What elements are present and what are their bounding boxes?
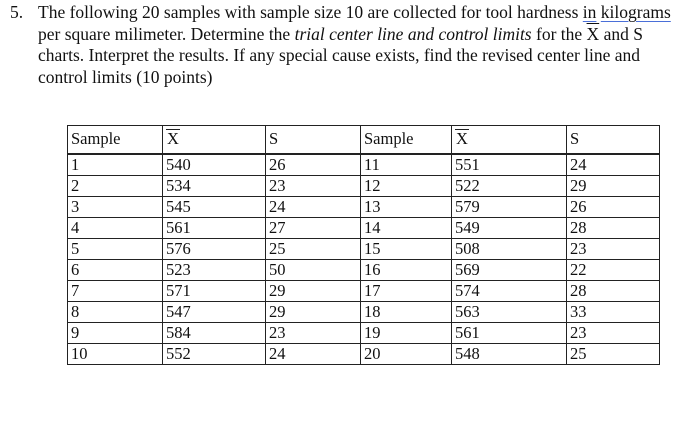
- question-xbar-symbol: $\overline{X}$: [586, 23, 600, 44]
- cell-xbar-right: 579: [452, 197, 567, 218]
- cell-xbar-right: 561: [452, 323, 567, 344]
- header-xbar-right: [452, 126, 567, 155]
- cell-xbar-right: 548: [452, 344, 567, 365]
- cell-sample-left: 5: [68, 239, 163, 260]
- cell-xbar-right: 551: [452, 154, 567, 176]
- question-text-part5: and S charts. Interpret the results. If any special cause exists, find the revised center line and control limits (10 points): [38, 23, 643, 87]
- question-text: [38, 2, 690, 88]
- cell-sample-right: 13: [361, 197, 452, 218]
- cell-sample-left: 8: [68, 302, 163, 323]
- cell-s-right: 28: [567, 218, 660, 239]
- table-row: [68, 218, 660, 239]
- table-row: [68, 154, 660, 176]
- cell-xbar-left: 523: [163, 260, 266, 281]
- cell-xbar-right: 563: [452, 302, 567, 323]
- cell-s-left: 26: [266, 154, 361, 176]
- cell-sample-right: 18: [361, 302, 452, 323]
- cell-s-right: 29: [567, 176, 660, 197]
- cell-xbar-left: 561: [163, 218, 266, 239]
- cell-xbar-right: 549: [452, 218, 567, 239]
- cell-xbar-right: 574: [452, 281, 567, 302]
- cell-xbar-left: 552: [163, 344, 266, 365]
- table-body: [68, 154, 660, 365]
- cell-sample-left: 3: [68, 197, 163, 218]
- question-text-part3: per square milimeter. Determine the: [38, 23, 295, 44]
- cell-xbar-right: 508: [452, 239, 567, 260]
- cell-s-left: 23: [266, 176, 361, 197]
- cell-sample-left: 1: [68, 154, 163, 176]
- cell-xbar-left: 576: [163, 239, 266, 260]
- cell-sample-right: 20: [361, 344, 452, 365]
- cell-sample-right: 11: [361, 154, 452, 176]
- cell-xbar-left: 545: [163, 197, 266, 218]
- header-s-left: S: [266, 126, 361, 155]
- table-row: [68, 239, 660, 260]
- cell-s-right: 23: [567, 323, 660, 344]
- cell-sample-right: 17: [361, 281, 452, 302]
- cell-s-right: 28: [567, 281, 660, 302]
- xbar-symbol: X: [456, 129, 468, 148]
- cell-s-left: 29: [266, 281, 361, 302]
- samples-table: [67, 125, 660, 365]
- cell-xbar-right: 522: [452, 176, 567, 197]
- cell-xbar-left: 540: [163, 154, 266, 176]
- cell-s-left: 27: [266, 218, 361, 239]
- table-row: [68, 197, 660, 218]
- cell-sample-right: 12: [361, 176, 452, 197]
- cell-xbar-left: 534: [163, 176, 266, 197]
- question-number: 5.: [10, 2, 24, 22]
- cell-sample-right: 14: [361, 218, 452, 239]
- question-word-in: in: [582, 2, 597, 22]
- cell-sample-right: 15: [361, 239, 452, 260]
- xbar-symbol: X: [167, 129, 179, 148]
- table-row: [68, 302, 660, 323]
- header-s-right: S: [567, 126, 660, 155]
- cell-sample-right: 19: [361, 323, 452, 344]
- question-block: [10, 2, 690, 88]
- header-sample-right: Sample: [361, 126, 452, 155]
- cell-s-right: 26: [567, 197, 660, 218]
- cell-xbar-left: 571: [163, 281, 266, 302]
- question-text-part1: The following 20 samples with sample size 10 are collected for tool hardness: [38, 2, 583, 22]
- cell-xbar-left: 584: [163, 323, 266, 344]
- cell-sample-left: 4: [68, 218, 163, 239]
- cell-sample-left: 9: [68, 323, 163, 344]
- table-row: [68, 260, 660, 281]
- question-text-part4: for the: [531, 23, 587, 44]
- cell-s-left: 24: [266, 197, 361, 218]
- cell-sample-left: 2: [68, 176, 163, 197]
- cell-sample-left: 10: [68, 344, 163, 365]
- cell-s-left: 29: [266, 302, 361, 323]
- cell-sample-right: 16: [361, 260, 452, 281]
- cell-xbar-left: 547: [163, 302, 266, 323]
- cell-s-right: 23: [567, 239, 660, 260]
- cell-s-right: 22: [567, 260, 660, 281]
- header-sample-left: Sample: [68, 126, 163, 155]
- header-xbar-left: [163, 126, 266, 155]
- cell-s-right: 33: [567, 302, 660, 323]
- table-row: [68, 323, 660, 344]
- cell-s-right: 25: [567, 344, 660, 365]
- question-emphasis: trial center line and control limits: [294, 23, 532, 44]
- table-header-row: [68, 126, 660, 155]
- cell-s-left: 25: [266, 239, 361, 260]
- cell-s-right: 24: [567, 154, 660, 176]
- table-row: [68, 176, 660, 197]
- cell-xbar-right: 569: [452, 260, 567, 281]
- cell-sample-left: 6: [68, 260, 163, 281]
- cell-s-left: 50: [266, 260, 361, 281]
- cell-sample-left: 7: [68, 281, 163, 302]
- question-word-kilograms: kilograms: [600, 2, 671, 22]
- cell-s-left: 23: [266, 323, 361, 344]
- table-row: [68, 344, 660, 365]
- table-row: [68, 281, 660, 302]
- cell-s-left: 24: [266, 344, 361, 365]
